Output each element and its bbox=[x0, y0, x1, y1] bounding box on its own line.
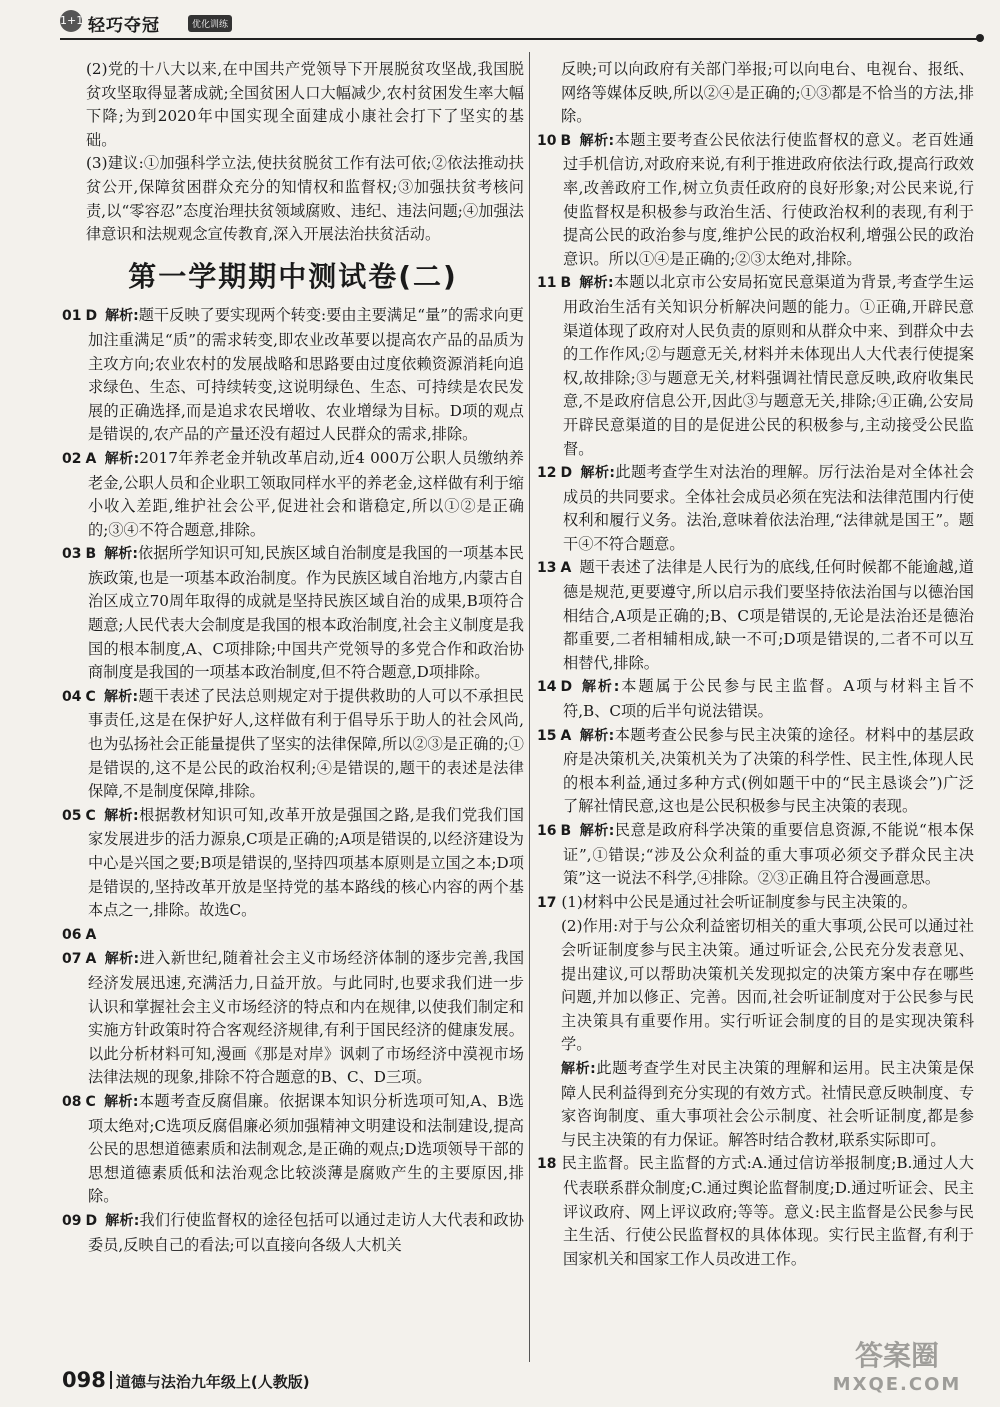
answer-item: 16 B 解析:民意是政府科学决策的重要信息资源,不能说“根本保证”,①错误;“涉及公众利益的重大事项必须交予群众民主决策”这一说法不科学,④排除。②③正确且符合漫画意思。 bbox=[537, 821, 974, 888]
intro-paragraph-3: (3)建议:①加强科学立法,使扶贫脱贫工作有法可依;②依法推动扶贫公开,保障贫困群众充分的知情权和监督权;③加强扶贫考核问责,以“零容忍”态度治理扶贫领域腐败、违纪、违法问题;④加强法律意识和法规观念宣传教育,深入开展法治扶贫活动。 bbox=[86, 154, 524, 244]
answer-item: 09 D 解析:我们行使监督权的途径包括可以通过走访人大代表和政协委员,反映自己的看法;可以直接向各级人大机关 bbox=[62, 1210, 524, 1254]
answer-item: 15 A 解析:本题考查公民参与民主决策的途径。材料中的基层政府是决策机关,决策机关为了决策的科学性、民主性,体现人民的根本利益,通过多种方式(例如题干中的“民主恳谈会”)广泛了解社情民意,这也是公民积极参与民主决策的表现。 bbox=[537, 725, 975, 816]
answer-item-17: 17 (1)材料中公民是通过社会听证制度参与民主决策的。 bbox=[537, 892, 917, 911]
continuation-text: 反映;可以向政府有关部门举报;可以向电台、电视台、报纸、网络等媒体反映,所以②④是正确的;①③都是不恰当的方法,排除。 bbox=[561, 60, 974, 126]
answer-item: 11 B 解析:本题以北京市公安局拓宽民意渠道为背景,考查学生运用政治生活有关知识分析解决问题的能力。①正确,开辟民意渠道体现了政府对人民负责的原则和从群众中来、到群众中去的工作作风;②与题意无关,材料并未体现出人大代表行使提案权,故排除;③与题意无关,材料强调社情民意反映,政府收集民意,不是政府信息公开,因此③与题意无关,排除;④正确,公安局开辟民意渠道的目的是促进公民的积极参与,主动接受公民监督。 bbox=[537, 273, 974, 458]
column-divider bbox=[529, 52, 530, 1362]
answer-item: 03 B 解析:依据所学知识可知,民族区域自治制度是我国的一项基本民族政策,也是一项基本政治制度。作为民族区域自治地方,内蒙古自治区成立70周年取得的成就是坚持民族区域自治的成果,B项符合题意;人民代表大会制度是我国的根本政治制度,社会主义制度是我国的根本制度,A、C项排除;中国共产党领导的多党合作和政治协商制度是我国的一项基本政治制度,但不符合题意,D项排除。 bbox=[62, 544, 524, 682]
header-rule bbox=[60, 38, 980, 40]
answer-item: 04 C 解析:题干表述了民法总则规定对于提供救助的人可以不承担民事责任,这是在保护好人,这样做有利于倡导乐于助人的社会风尚,也为弘扬社会正能量提供了坚实的法律保障,所以②③是正确的;①是错误的,这不是公民的政治权利;④是错误的,题干的表述是法律保障,不是制度保障,排除。 bbox=[62, 686, 524, 801]
answer-item: 02 A 解析:2017年养老金并轨改革启动,近4 000万公职人员缴纳养老金,公职人员和企业职工领取同样水平的养老金,这样做有利于缩小收入差距,维护社会公平,促进社会和谐稳定,所以①②是正确的;③④不符合题意,排除。 bbox=[62, 448, 524, 539]
watermark bbox=[812, 1334, 982, 1404]
page-header bbox=[60, 6, 980, 40]
footer-separator bbox=[110, 1371, 112, 1389]
answer-item: 12 D 解析:此题考查学生对法治的理解。厉行法治是对全体社会成员的共同要求。全体社会成员必须在宪法和法律范围内行使权利和履行义务。法治,意味着依法治理,“法律就是国王”。题干④不符合题意。 bbox=[537, 463, 974, 553]
page-footer bbox=[62, 1368, 310, 1392]
brand-logo-icon: 1+1 bbox=[60, 10, 82, 32]
section-title: 第一学期期中测试卷(二) bbox=[128, 259, 458, 293]
watermark-title: 答案圈 bbox=[854, 1339, 939, 1372]
answer-item: 14 D 解析:本题属于公民参与民主监督。A项与材料主旨不符,B、C项的后半句说法错误。 bbox=[537, 677, 974, 721]
page-number: 098 bbox=[62, 1368, 106, 1392]
answer-item: 10 B 解析:本题主要考查公民依法行使监督权的意义。老百姓通过手机信访,对政府来说,有利于推进政府依法行政,提高行政效率,改善政府工作,树立负责任政府的良好形象;对公民来说,行使监督权是积极参与政治生活、行使政治权利的表现,有利于提高公民的政治参与度,维护公民的政治权利,增强公民的政治意识。所以①④是正确的;②③太绝对,排除。 bbox=[537, 130, 974, 268]
brand-name: 轻巧夺冠 bbox=[88, 16, 160, 36]
answer-item: 06 A bbox=[62, 926, 97, 943]
answer-item-18: 18 民主监督。民主监督的方式:A.通过信访举报制度;B.通过人大代表联系群众制度;C.通过舆论监督制度;D.通过听证会、民主评议政府、网上评议政府;等等。意义:民主监督是公民参与民主生活、行使公民监督权的具体体现。实行民主监督,有利于国家机关和国家工作人员改进工作。 bbox=[537, 1154, 974, 1268]
q17-analysis: 解析:此题考查学生对民主决策的理解和运用。民主决策是保障人民利益得到充分实现的有效方式。社情民意反映制度、专家咨询制度、重大事项社会公示制度、社会听证制度,都是参与民主决策的有力保证。解答时结合教材,联系实际即可。 bbox=[561, 1058, 974, 1149]
answer-item: 07 A 解析:进入新世纪,随着社会主义市场经济体制的逐步完善,我国经济发展迅速,充满活力,日益开放。与此同时,也要求我们进一步认识和掌握社会主义市场经济的特点和内在规律,以使我们制定和实施方针政策时符合客观经济规律,有利于国民经济的健康发展。以此分析材料可知,漫画《那是对岸》讽刺了市场经济中漠视市场法律法规的现象,排除不符合题意的B、C、D三项。 bbox=[62, 949, 525, 1087]
brand-tag: 优化训练 bbox=[188, 15, 232, 32]
q17-paragraph-2: (2)作用:对于与公众利益密切相关的重大事项,公民可以通过社会听证制度参与民主决策。通过听证会,公民充分发表意见、提出建议,可以帮助决策机关发现拟定的决策方案中存在哪些问题,并加以修正、完善。因而,社会听证制度对于公民参与民主决策具有重要作用。实行听证会制度的目的是实现决策科学。 bbox=[561, 917, 974, 1054]
answer-item: 05 C 解析:根据教材知识可知,改革开放是强国之路,是我们党我们国家发展进步的活力源泉,C项是正确的;A项是错误的,以经济建设为中心是兴国之要;B项是错误的,坚持四项基本原则是立国之本;D项是错误的,坚持改革开放是坚持党的基本路线的核心内容的两个基本点之一,排除。故选C。 bbox=[62, 805, 524, 920]
answer-item: 08 C 解析:本题考查反腐倡廉。依据课本知识分析选项可知,A、B选项太绝对;C选项反腐倡廉必须加强精神文明建设和法制建设,提高公民的思想道德素质和法制观念,是正确的观点;D选项领导干部的思想道德素质低和法治观念比较淡薄是腐败产生的主要原因,排除。 bbox=[62, 1091, 524, 1206]
left-column bbox=[62, 58, 524, 1257]
right-column bbox=[537, 58, 974, 1271]
answer-item: 01 D 解析:题干反映了要实现两个转变:要由主要满足“量”的需求向更加注重满足“质”的需求转变,即农业改革要以提高农产品的品质为主攻方向;农业农村的发展战略和思路要由过度依赖资源消耗向追求绿色、生态、可持续转变,这说明绿色、生态、可持续是农民发展的正确选择,而是追求农民增收、农业增绿为目标。D项的观点是错误的,农产品的产量还没有超过人民群众的需求,排除。 bbox=[62, 306, 524, 444]
header-dot-icon bbox=[976, 34, 984, 42]
intro-paragraph-2: (2)党的十八大以来,在中国共产党领导下开展脱贫攻坚战,我国脱贫攻坚取得显著成就;全国贫困人口大幅减少,农村贫困发生率大幅下降;为到2020年中国实现全面建成小康社会打下了坚实的基础。 bbox=[86, 60, 524, 149]
answer-item: 13 A 题干表述了法律是人民行为的底线,任何时候都不能逾越,道德是规范,更要遵守,所以启示我们要坚持依法治国与以德治国相结合,A项是正确的;B、C项是错误的,无论是法治还是德治都重要,二者相辅相成,缺一不可;D项是错误的,二者不可以互相替代,排除。 bbox=[537, 558, 974, 672]
watermark-url: MXQE.COM bbox=[832, 1374, 962, 1395]
book-title: 道德与法治九年级上(人教版) bbox=[115, 1373, 310, 1391]
